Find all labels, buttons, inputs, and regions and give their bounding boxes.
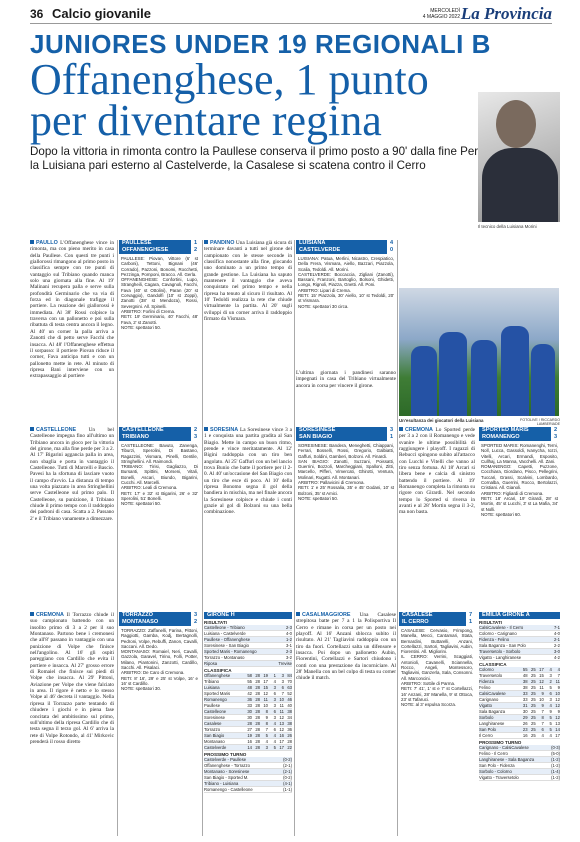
section-title: Calcio giovanile bbox=[52, 6, 151, 21]
article-casalmaggiore: CASALMAGGIORE Una Casalese strepitosa batte per 7 a 1 la Polisportiva Il Cerro e rimane in corsa per un posto nei playoff. Al 16' Anzani sblocca subito il risultato. Al 21' Tagliavini raddoppia con un tiro da fuori. Cortellazzi salta un difensore e insacca. Poi dopo un pallonetto Aubin, Fiorentini, Cortellazzi e Sartori chiudono i conti con una prestazione da incorniciare. Al 28' Manella con un bel colpo di testa su corner chiude il match. bbox=[296, 612, 397, 682]
table-row: Langhiranese 26 25 7 5 13 bbox=[479, 721, 560, 726]
kicker: JUNIORES UNDER 19 REGIONALI B bbox=[30, 29, 491, 59]
table-row: Felino - Il Cerro (5-0) bbox=[479, 751, 560, 756]
table-row: Offanenghese 58 28 19 1 3 84 bbox=[204, 673, 292, 678]
table-row: Castelleone - Tribiano 2-3 bbox=[204, 625, 292, 630]
box-torrazzo-montanaso: TORRAZZO 3 MONTANASO 2 TORRAZZO: Zaffanelli, Farina, Pittoni, Raggiotti, Gamba, Kodj, Bertagnolli, Pedroni, Volpe, Rebuffi, Zanon, Cavalli, Saccani. All. Dedo. MONTANASO: Romaiel, Neri, Cavalli, Gazzola, Garavel, Tirino, Folli, Potter, Milano, Piantonini, Zanzotti, Cardillo, Sacchi. All. Pisalaci. ARBITRO: De Caro di Cremona. RETI: 8' 16', 29' e 25' st Volpe, 16' e 16' st Cardillo. NOTE: spettatori 30. bbox=[121, 612, 198, 692]
table-row: Sported Maris - Romanengo 2-3 bbox=[204, 649, 292, 654]
article-cremona: CREMONA Il Torrazzo chiude il suo campionato battendo con un insolito primo di 3 a 2 per il suo Montanaso. Partono bene i cremonesi che all'8' passano in vantaggio con una punizione di Volpe che finisce nell'angolino. Al 16' gli ospiti pareggiano con Cardillo che evita il portiere e insacca. Al 27' grosso errore di Romaiel che finisce sui piedi di Volpe che insacca. Al 29' Pittoni, Aviazione per Volpe che viene falciato in area. Il rigore è netto e lo stesso Volpe al 46' decreta il vantaggio. Nella ripresa il Torrazzo parte tentando di chiudere i giochi e in piena fase concitata del ambitissimo sul primo, sull'ultimo della ripresa Cardillo che di testa segna il terzo gol. Al 6' arriva la rete di Volpe Rotondo, al 41' Mirkovic prenderà il rosso diretto bbox=[30, 612, 114, 745]
table-row: Soresinese 30 28 9 3 12 34 bbox=[204, 715, 292, 720]
emilia-girone-a-table: EMILIA GIRONE A RISULTATI CalsiCavalese - Il Cerro 7-1 Colorno - Carignano 4-0 Fidenza - Felino 2-1 Sala Baganza - San Polo 2-2 Traversetolo - Sorbolo 3-0 Vigatto - Langhiranese 4-2 CLASSIFICA Colorno 55 25 17 4 4 Traversetolo 48 25 15 3 7 Fidenza 38 25 12 2 11 Felino 38 25 11 5 9 CalsiCavalese 33 25 9 6 10 Carignano 33 25 10 3 12 Vigatto 31 25 9 4 12 Sala Baganza 30 25 7 9 9 Sorbolo 29 25 8 5 12 Langhiranese 26 25 7 5 13 San Polo 23 25 6 5 14 Il Cerro 16 25 4 4 17 PROSSIMO TURNO Carignano - CalsiCavalese (0-3) Felino - Il Cerro (5-0) Langhiranese - Sala Baganza (1-2) San Polo - Fidenza (1-2) Sorbolo - Colorno (1-4) Vigatto - Traversetolo (1-2) bbox=[479, 612, 560, 780]
box-luisiana-castelverde: LUISIANA 4 CASTELVERDE 0 LUISIANA: Patua, Merlini, Nicastro, Crespiatico, Della Frera, Vismara, Aiello, Bazzari, Piazzola, Scalia, Tedoldi. All. Morini. CASTELVERDE: Boccaccia, Zigliani (Zanotti), Bassani, Franzoni, Bartoglio, Bolsoni, Ghidetti, Longo, Rignoli, Piazza, Gnetti. All. Poni. ARBITRO: Lipari di Crema. RETI: 15' Piazzola, 30' Aiello, 10' st Tedoldi, 20' st Vismara. NOTE: spettatori 30 circa. bbox=[298, 240, 394, 309]
box-paullese-offanenghese: PAULLESE 1 OFFANENGHESE 2 PAULLESE: Piovan, Vittore (6' st Carboni), Tettoni, Bignani (46' Corrado), Pazzoni, Bonomi, Rocchetti, Pezzinga, Pomponi, Bracco. All. Gerla. OFFANENGHESE: Confortini, Lupo, Strangheili, Cagara, Cavagnoli, Facchi, Fava (40' st Ottolini), Paran (20' st Corvaggio), Gandolfi (10' st Zoppi), Zanotti (38' st Mendoza), Rossi, Severgnini. All. Spinelli. ARBITRO: Forlini di Crema. RETI: 19' Germinario, 40' Facchi, 48' Fava, 2' st Zanotti. NOTE: spettatori 50. bbox=[121, 240, 198, 330]
photo-credit: FOTOLIVE / RICCARDO LAMBERIADE bbox=[520, 418, 560, 426]
table-row: Sorbolo - Colorno (1-4) bbox=[479, 769, 560, 774]
table-row: Soresinese - San Biagio 3-1 bbox=[204, 643, 292, 648]
table-row: Romanengo 36 28 11 3 10 46 bbox=[204, 697, 292, 702]
table-row: Traversetolo - Sorbolo 3-0 bbox=[479, 649, 560, 654]
table-row: Fidenza - Felino 2-1 bbox=[479, 637, 560, 642]
table-row: Sala Baganza - San Polo 2-2 bbox=[479, 643, 560, 648]
page-number: 36 bbox=[30, 7, 44, 21]
issue-date: MERCOLEDÌ 4 MAGGIO 2022 bbox=[422, 8, 460, 20]
table-row: Il Cerro 16 25 4 4 17 bbox=[479, 733, 560, 738]
box-castelleone-tribiano: CASTELLEONE 2 TRIBIANO 3 CASTELLEONE: Bavuto, Zanenga, Tiburzi, Sperolini, Di Bastano, Ragazzini, Vismara, Pinelli, Gentile, Stringhellini. All. Raimondi. TRIBIANO: Tirisi, Gagliazzo, Di Bursanti, Spittini, Morseni, Vitali, Bonelli, Ascari, Biundo, Bigarini, Cucchi. All. Marcelli. ARBITRO: Leali di Cremona. RETI: 17' e 32' st Bigarini, 26' e 32' Sperolini, 51' Bonelli. NOTE: spettatori 50. bbox=[121, 427, 198, 507]
page-header bbox=[30, 6, 552, 24]
table-row: Montanaso 16 28 4 4 17 28 bbox=[204, 739, 292, 744]
table-row: Montanaso - Soresinese (2-1) bbox=[204, 769, 292, 774]
headline: Offanenghese, 1 punto per diventare regina bbox=[30, 55, 429, 145]
table-row: Casalese 28 28 8 4 13 38 bbox=[204, 721, 292, 726]
box-soresinese-sanbiagio: SORESINESE 3 SAN BIAGIO 1 SORESINESE: Bandera, Meneghetti, Chiappani, Ferrari, Bosselli, Rossi, Gregorio, Galbiatti, Gaffuri, Soldini, Gamberi, Bolzoni. All. Finardi. SAN BIAGIO: Zanotti, Suzzani, Poissatti, Guerrini, Bozzoli, Marcheggiani, Spalloni, Zitti, Marcello, Pifferi, Vimercati, Ghirotti, Ventura, Molinari, Rugatti. All. Montanari. ARBITRO: Pallavicini di Cremona. RETI: 1' e 25' Rossalia, 35' e 45' Godani, 10' st Bolzoni, 35' st Amici. NOTE: spettatori 50. bbox=[298, 427, 394, 501]
table-row: Castelverde 14 28 3 5 17 22 bbox=[204, 745, 292, 750]
table-row: San Biagio - Sported M. (0-2) bbox=[204, 775, 292, 780]
table-row: Tribiano - Luisiana (4-1) bbox=[204, 781, 292, 786]
table-row: San Polo - Fidenza (1-2) bbox=[479, 763, 560, 768]
table-row: Tribiano 55 28 17 4 3 70 bbox=[204, 679, 292, 684]
girone-h-table: GIRONE H RISULTATI Castelleone - Tribiano 2-3 Luisiana - Castelverde 4-0 Paullese - Offanenghese 1-2 Soresinese - San Biagio 3-1 Sported Maris - Romanengo 2-3 Torrazzo - Montanaso 3-2 Riposa Trevise CLASSIFICA Offanenghese 58 28 19 1 3 84 Tribiano 55 28 17 4 3 70 Luisiana 48 28 15 3 6 63 Sported Maris 42 28 12 6 7 52 Romanengo 36 28 11 3 10 46 Paullese 33 28 10 3 11 40 Castelleone 30 28 8 6 11 38 Soresinese 30 28 9 3 12 34 Casalese 28 28 8 4 13 38 Torrazzo 27 28 7 6 12 36 San Biagio 19 28 5 4 16 26 Montanaso 16 28 4 4 17 28 Castelverde 14 28 3 5 17 22 PROSSIMO TURNO Castelverde - Paullese (0-2) Offanenghese - Torrazzo (2-1) Montanaso - Soresinese (2-1) San Biagio - Sported M. (0-2) Tribiano - Luisiana (4-1) Romanengo - Castelleone (1-1) bbox=[204, 612, 292, 792]
article-paullo: PAULLO L'Offanenghese vince in rimonta, ma con pieno merito in casa della Paullese. Con questi tre punti i giallorossi rimangono al primo posto in classifica sempre con tre punti di vantaggio sul Tribiano quando manca solo una giornata alla fine. Al 19' Malinani recupera palla e serve sulla profondità Germinario che va via di forza ed in diagonale trafigge il portiere. La reazione dei giallorossi è immediata. Al 38' Rossi colpisce la traversa con un pallonetto e poi sulla ribattuta di testa centra ancora il legno. Al 40' un corner la palla arriva a Zanotti che di petto serve Facchi che insacca. Al 48' l'Offanenghese effettua il sorpasso: il portiere Piovan riduce il corner, Fava anticipa tutti e con un pallonetto mette in rete. Al minuto di ripresa Bani interviene con un extrapassaggio al portiere bbox=[30, 240, 115, 380]
table-row: Felino 38 25 11 5 9 bbox=[479, 685, 560, 690]
table-row: Vigatto - Langhiranese 4-2 bbox=[479, 655, 560, 660]
table-row: Riposa Trevise bbox=[204, 661, 292, 666]
table-row: Colorno 55 25 17 4 4 bbox=[479, 667, 560, 672]
table-row: Torrazzo - Montanaso 3-2 bbox=[204, 655, 292, 660]
article-castelleone: CASTELLEONE Un bel Castelleone impegna fino all'ultimo un Tribiano ancora in gioco per la vittoria del girone, ma alla fine perde per 3 a 2. Al 17' Bigarini aggancia palla in area, non sbaglia e porta in vantaggio il Castelleone. Tutti di Marcelli e Bascio. Pavesi ha la sfortuna di lasciare vuoto il campo d'avvio. La distanza di tempo una volta piazzato in area Stringhellini serve Castelleone sul primo palo. Il Castelleone, su punizione, il Tribiano chiude il primo tempo con il raddoppio dei padroni di casa. Scatta a 2. Passano 2' e il Tribiano vanamente a dimezzare. bbox=[30, 427, 114, 522]
portrait-head bbox=[496, 100, 536, 148]
table-row: San Polo 23 25 6 5 14 bbox=[479, 727, 560, 732]
table-row: Vigatto - Traversetolo (1-2) bbox=[479, 775, 560, 780]
table-row: Torrazzo 27 28 7 6 12 36 bbox=[204, 727, 292, 732]
table-row: Sported Maris 42 28 12 6 7 52 bbox=[204, 691, 292, 696]
table-row: Castelleone 30 28 8 6 11 38 bbox=[204, 709, 292, 714]
table-row: Luisiana - Castelverde 4-0 bbox=[204, 631, 292, 636]
box-sported-romanengo: SPORTED MARIS 2 ROMANENGO 3 SPORTED MARIS: Romanenghi, Terni, Noll, Lucca, Gassoldi, Ivanycha, Iozzi, Vitelli, Arcari, Ermandi, Esposito, Cullhaj, La Manna, Vacchelli. All. Zani. ROMANENGO: Capetti, Puzzone, Cocchiara, Giordano, Pisco, Pellegrini, Tuccari, Grassi, Scalvini, Lombardo, Cornalba, Guerrini, Rocco, Bertolazzi, Cristiani. All. Gianoli. ARBITRO: Figliardi di Cremona. RETI: 18' Arcari, 19' Girardi, 28' st Mortin, 45' st Lucchi, 3' st La Mafia, 34' st Nolli. NOTE: spettatori 60. bbox=[481, 427, 558, 517]
table-row: Vigatto 31 25 9 4 12 bbox=[479, 703, 560, 708]
players-photo bbox=[399, 288, 559, 416]
article-soresina: SORESINA La Soresinese vince 3 a 1 e conquista una partita gradita al San Biagio. Mette in campo un buon ritmo, prende e vince meritatamente. Al 12' Bigini raddoppia con un tiro ben angolato. Al 25' Gaffuri con un bel lancio trova Bunio che batte il portiere per il 2-0. Al 40' un'occasione del San Biagio con un tiro che esce di poco. Al 10' della ripresa Bonomo segna il gol della bandiera in mischia, ma nel finale ancora la Soresinese colpisce e chiude i conti grazie al gol di Bolzoni su una bella combinazione. bbox=[204, 427, 292, 516]
table-row: Offanenghese - Torrazzo (2-1) bbox=[204, 763, 292, 768]
table-row: Traversetolo 48 25 15 3 7 bbox=[479, 673, 560, 678]
table-row: Carignano 33 25 10 3 12 bbox=[479, 697, 560, 702]
table-row: Paullese - Offanenghese 1-2 bbox=[204, 637, 292, 642]
table-row: Sala Baganza 30 25 7 9 9 bbox=[479, 709, 560, 714]
table-row: Luisiana 48 28 15 3 6 63 bbox=[204, 685, 292, 690]
table-row: Romanengo - Castelleone (1-1) bbox=[204, 787, 292, 792]
portrait-body bbox=[482, 148, 558, 222]
table-row: CalsiCavalese - Il Cerro 7-1 bbox=[479, 625, 560, 630]
article-cremona-sported: CREMONA Lo Sported perde per 3 a 2 con il Romanengo e vede svanire le ultime possibilità di raggiungere i playoff. I ragazzi di Rebucci spingono subito all'attacco con Lucchi e Vitelli che vanno al tiro senza fortuna. Al 18' Arcari si libera bene e calcia di sinistro battendo il portiere. Al 19' Romanengo completa la rimonta su rigore con Girardi. Nel secondo tempo lo Sported si riversa in avanti e al 28' Mortin segna il 3-2, ma non basta. bbox=[399, 427, 475, 516]
portrait-caption: Il tecnico della Luisiana Morini bbox=[478, 224, 537, 229]
table-row: Langhiranese - Sala Baganza (1-2) bbox=[479, 757, 560, 762]
coach-portrait bbox=[478, 92, 560, 222]
photo-caption: Un'esultanza dei giocatori della Luisiana bbox=[399, 418, 484, 423]
table-row: San Biagio 19 28 5 4 16 26 bbox=[204, 733, 292, 738]
table-row: CalsiCavalese 33 25 9 6 10 bbox=[479, 691, 560, 696]
table-row: Castelverde - Paullese (0-2) bbox=[204, 757, 292, 762]
box-casalese-ilcerro: CASALESE 7 IL CERRO 1 CASALESE: Cervasio, Frimpong, Manella, Mecci, Cantamari, Stata, Bernardini, Buttarelli, Anzani, Cortellazzi, Sartori, Tagliavini, Aubin, Fiorentini. All. Migliorini. IL CERRO: Verrini, Scaggiati, Antonioli, Cavanelli, Sciannella, Rocco, Angeli, Montessoro, Tagliavini, Ganzerla, Sala, Consonni. All. Marconcini. ARBITRO: Sottile di Parma. RETI: 7' 41', 1' st e 7' st Cortellazzi, 16' Anzani, 28' Manella, 9' st Ottoca, 23' st Tafaruci. NOTE: al 3' espulsa Scorza. bbox=[401, 612, 473, 708]
deck: Dopo la vittoria in rimonta contro la Paullese conserva il primo posto a 90' dalla fine Per la Luisiana pari esterno al Castelverde, la Casalese si scatena contro il Cerro bbox=[30, 145, 479, 172]
newspaper-logo: La Provincia bbox=[460, 4, 552, 23]
table-row: Carignano - CalsiCavalese (0-3) bbox=[479, 745, 560, 750]
table-row: Sorbolo 29 25 8 5 12 bbox=[479, 715, 560, 720]
table-row: Fidenza 38 25 12 2 11 bbox=[479, 679, 560, 684]
table-row: Paullese 33 28 10 3 11 40 bbox=[204, 703, 292, 708]
article-luisiana-end: L'ultima giornata i pandinesi saranno impegnati in casa del Tribiano virtualmente ancora in corsa per vincere il girone. bbox=[296, 370, 396, 389]
article-pandino: PANDINO Una Luisiana già sicura di terminare davanti a tutti nel girone del campionato con le stesse seconde in classifica nonostante alla fine, giocando uno dominato a un primo tempo di grande gestione. La Luisiana ha saputo mantenere il vantaggio che aveva conquistato nel primo tempo e nella ripresa ha tenuto al sicuro il risultato. Al 10' Tedoldi realizza la rete che chiude virtualmente la partita. Al 20' sugli sviluppi di un corner arriva il raddoppio firmato da Vismara. bbox=[204, 240, 292, 323]
table-row: Colorno - Carignano 4-0 bbox=[479, 631, 560, 636]
